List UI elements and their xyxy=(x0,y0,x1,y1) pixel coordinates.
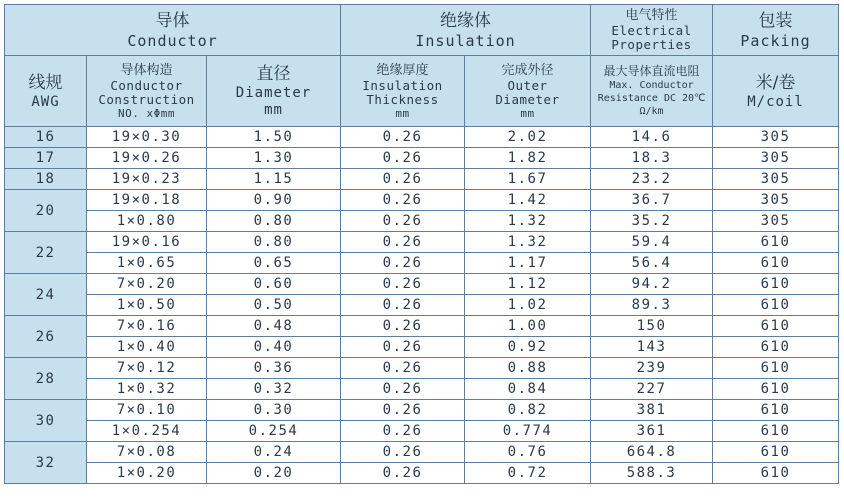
diameter-cell: 1.50 xyxy=(207,127,341,148)
diameter-cell: 0.90 xyxy=(207,190,341,211)
outer-diameter-cell: 0.88 xyxy=(465,358,591,379)
table-row xyxy=(5,400,839,421)
awg-cell: 17 xyxy=(5,148,87,169)
diameter-cell: 0.32 xyxy=(207,379,341,400)
diameter-en: Diameter xyxy=(235,85,312,101)
resistance-cell: 361 xyxy=(591,421,713,442)
construction-column-header xyxy=(87,56,207,127)
construction-cell: 1×0.32 xyxy=(87,379,207,400)
awg-cell: 22 xyxy=(5,232,87,274)
diameter-cell: 0.80 xyxy=(207,211,341,232)
resistance-cell: 59.4 xyxy=(591,232,713,253)
construction-cell: 19×0.26 xyxy=(87,148,207,169)
packing-cell: 305 xyxy=(713,211,839,232)
table-row xyxy=(5,190,839,211)
awg-cell: 24 xyxy=(5,274,87,316)
construction-cell: 7×0.20 xyxy=(87,274,207,295)
outer-zh: 完成外径 xyxy=(501,62,554,78)
table-row xyxy=(5,316,839,337)
packing-zh: 包装 xyxy=(758,10,793,31)
electrical-group-header xyxy=(591,5,713,56)
thickness-cell: 0.26 xyxy=(341,463,465,484)
thickness-en-1: Insulation xyxy=(362,77,443,93)
table-row xyxy=(5,127,839,148)
construction-unit: NO. xΦmm xyxy=(118,106,175,120)
thickness-cell: 0.26 xyxy=(341,190,465,211)
outer-diameter-cell: 1.67 xyxy=(465,169,591,190)
electrical-en-2: Properties xyxy=(611,37,692,52)
table-row xyxy=(5,253,839,274)
diameter-zh: 直径 xyxy=(256,64,291,84)
construction-cell: 7×0.12 xyxy=(87,358,207,379)
conductor-en: Conductor xyxy=(127,31,218,50)
thickness-cell: 0.26 xyxy=(341,148,465,169)
resistance-column-header xyxy=(591,56,713,127)
thickness-cell: 0.26 xyxy=(341,400,465,421)
table-body xyxy=(5,127,839,484)
construction-en-1: Conductor xyxy=(110,77,183,93)
wire-spec-table xyxy=(4,4,839,484)
resistance-cell: 56.4 xyxy=(591,253,713,274)
table-row xyxy=(5,274,839,295)
resistance-cell: 94.2 xyxy=(591,274,713,295)
thickness-zh: 绝缘厚度 xyxy=(376,62,429,78)
thickness-cell: 0.26 xyxy=(341,295,465,316)
resistance-en-2: Resistance DC 20℃ xyxy=(597,93,706,104)
packing-cell: 610 xyxy=(713,337,839,358)
resistance-cell: 239 xyxy=(591,358,713,379)
outer-diameter-cell: 0.774 xyxy=(465,421,591,442)
packing-cell: 610 xyxy=(713,253,839,274)
thickness-cell: 0.26 xyxy=(341,316,465,337)
construction-cell: 7×0.16 xyxy=(87,316,207,337)
diameter-cell: 0.24 xyxy=(207,442,341,463)
outer-diameter-cell: 1.17 xyxy=(465,253,591,274)
diameter-cell: 0.65 xyxy=(207,253,341,274)
awg-cell: 28 xyxy=(5,358,87,400)
thickness-en-2: Thickness xyxy=(366,91,439,107)
thickness-cell: 0.26 xyxy=(341,379,465,400)
packing-cell: 610 xyxy=(713,442,839,463)
awg-cell: 20 xyxy=(5,190,87,232)
resistance-cell: 89.3 xyxy=(591,295,713,316)
outer-diameter-cell: 1.00 xyxy=(465,316,591,337)
diameter-cell: 0.254 xyxy=(207,421,341,442)
construction-cell: 1×0.80 xyxy=(87,211,207,232)
diameter-cell: 1.30 xyxy=(207,148,341,169)
packing-cell: 610 xyxy=(713,274,839,295)
construction-cell: 1×0.20 xyxy=(87,463,207,484)
construction-cell: 7×0.08 xyxy=(87,442,207,463)
packing-cell: 610 xyxy=(713,421,839,442)
conductor-zh: 导体 xyxy=(155,10,190,31)
outer-diameter-cell: 1.32 xyxy=(465,211,591,232)
outer-diameter-cell: 0.84 xyxy=(465,379,591,400)
mcoil-en: M/coil xyxy=(747,93,804,110)
outer-diameter-column-header xyxy=(465,56,591,127)
resistance-cell: 23.2 xyxy=(591,169,713,190)
diameter-cell: 0.50 xyxy=(207,295,341,316)
diameter-cell: 0.60 xyxy=(207,274,341,295)
table-row xyxy=(5,379,839,400)
thickness-cell: 0.26 xyxy=(341,253,465,274)
construction-cell: 19×0.18 xyxy=(87,190,207,211)
resistance-cell: 36.7 xyxy=(591,190,713,211)
outer-diameter-cell: 1.82 xyxy=(465,148,591,169)
packing-cell: 305 xyxy=(713,148,839,169)
resistance-cell: 227 xyxy=(591,379,713,400)
resistance-cell: 381 xyxy=(591,400,713,421)
outer-diameter-cell: 0.92 xyxy=(465,337,591,358)
construction-cell: 1×0.254 xyxy=(87,421,207,442)
resistance-cell: 18.3 xyxy=(591,148,713,169)
diameter-cell: 1.15 xyxy=(207,169,341,190)
thickness-cell: 0.26 xyxy=(341,442,465,463)
table-row xyxy=(5,295,839,316)
outer-diameter-cell: 1.12 xyxy=(465,274,591,295)
diameter-cell: 0.36 xyxy=(207,358,341,379)
table-row xyxy=(5,421,839,442)
table-row xyxy=(5,169,839,190)
packing-group-header xyxy=(713,5,839,56)
outer-unit: mm xyxy=(520,106,535,120)
packing-en: Packing xyxy=(740,31,811,50)
resistance-cell: 588.3 xyxy=(591,463,713,484)
table-row xyxy=(5,463,839,484)
awg-zh: 线规 xyxy=(28,72,63,93)
outer-diameter-cell: 1.02 xyxy=(465,295,591,316)
table-row xyxy=(5,148,839,169)
resistance-en-1: Max. Conductor xyxy=(609,80,694,91)
electrical-en-1: Electrical xyxy=(611,23,692,38)
packing-cell: 610 xyxy=(713,358,839,379)
thickness-cell: 0.26 xyxy=(341,232,465,253)
outer-en-1: Outer xyxy=(507,77,548,93)
mcoil-column-header xyxy=(713,56,839,127)
packing-cell: 610 xyxy=(713,400,839,421)
awg-cell: 16 xyxy=(5,127,87,148)
table-row xyxy=(5,337,839,358)
outer-diameter-cell: 0.76 xyxy=(465,442,591,463)
electrical-zh: 电气特性 xyxy=(625,8,678,23)
awg-en: AWG xyxy=(31,93,60,110)
outer-diameter-cell: 1.42 xyxy=(465,190,591,211)
header-row-groups xyxy=(5,5,839,56)
resistance-zh: 最大导体直流电阻 xyxy=(603,64,700,78)
header-row-columns xyxy=(5,56,839,127)
construction-cell: 19×0.30 xyxy=(87,127,207,148)
thickness-unit: mm xyxy=(395,106,410,120)
resistance-cell: 664.8 xyxy=(591,442,713,463)
awg-cell: 30 xyxy=(5,400,87,442)
awg-cell: 32 xyxy=(5,442,87,484)
packing-cell: 305 xyxy=(713,169,839,190)
outer-diameter-cell: 2.02 xyxy=(465,127,591,148)
packing-cell: 610 xyxy=(713,316,839,337)
spec-table-container xyxy=(4,4,838,484)
diameter-cell: 0.48 xyxy=(207,316,341,337)
table-row xyxy=(5,211,839,232)
packing-cell: 610 xyxy=(713,463,839,484)
thickness-cell: 0.26 xyxy=(341,274,465,295)
resistance-cell: 14.6 xyxy=(591,127,713,148)
awg-cell: 18 xyxy=(5,169,87,190)
thickness-cell: 0.26 xyxy=(341,211,465,232)
construction-cell: 1×0.65 xyxy=(87,253,207,274)
construction-en-2: Construction xyxy=(98,91,195,107)
diameter-unit: mm xyxy=(264,102,283,118)
thickness-cell: 0.26 xyxy=(341,421,465,442)
outer-diameter-cell: 0.82 xyxy=(465,400,591,421)
diameter-cell: 0.40 xyxy=(207,337,341,358)
insulation-en: Insulation xyxy=(415,31,516,50)
construction-zh: 导体构造 xyxy=(120,62,173,78)
construction-cell: 1×0.50 xyxy=(87,295,207,316)
resistance-unit: Ω/km xyxy=(639,106,664,117)
packing-cell: 610 xyxy=(713,379,839,400)
thickness-column-header xyxy=(341,56,465,127)
outer-en-2: Diameter xyxy=(495,91,560,107)
construction-cell: 19×0.16 xyxy=(87,232,207,253)
diameter-cell: 0.80 xyxy=(207,232,341,253)
diameter-cell: 0.20 xyxy=(207,463,341,484)
diameter-column-header xyxy=(207,56,341,127)
construction-cell: 1×0.40 xyxy=(87,337,207,358)
outer-diameter-cell: 0.72 xyxy=(465,463,591,484)
resistance-cell: 143 xyxy=(591,337,713,358)
construction-cell: 19×0.23 xyxy=(87,169,207,190)
outer-diameter-cell: 1.32 xyxy=(465,232,591,253)
packing-cell: 610 xyxy=(713,295,839,316)
thickness-cell: 0.26 xyxy=(341,169,465,190)
resistance-cell: 35.2 xyxy=(591,211,713,232)
awg-cell: 26 xyxy=(5,316,87,358)
resistance-cell: 150 xyxy=(591,316,713,337)
table-row xyxy=(5,442,839,463)
thickness-cell: 0.26 xyxy=(341,337,465,358)
thickness-cell: 0.26 xyxy=(341,127,465,148)
packing-cell: 305 xyxy=(713,127,839,148)
packing-cell: 610 xyxy=(713,232,839,253)
insulation-group-header xyxy=(341,5,591,56)
diameter-cell: 0.30 xyxy=(207,400,341,421)
thickness-cell: 0.26 xyxy=(341,358,465,379)
packing-cell: 305 xyxy=(713,190,839,211)
awg-column-header xyxy=(5,56,87,127)
table-row xyxy=(5,358,839,379)
conductor-group-header xyxy=(5,5,341,56)
construction-cell: 7×0.10 xyxy=(87,400,207,421)
mcoil-zh: 米/卷 xyxy=(755,72,796,93)
insulation-zh: 绝缘体 xyxy=(440,10,492,31)
table-row xyxy=(5,232,839,253)
